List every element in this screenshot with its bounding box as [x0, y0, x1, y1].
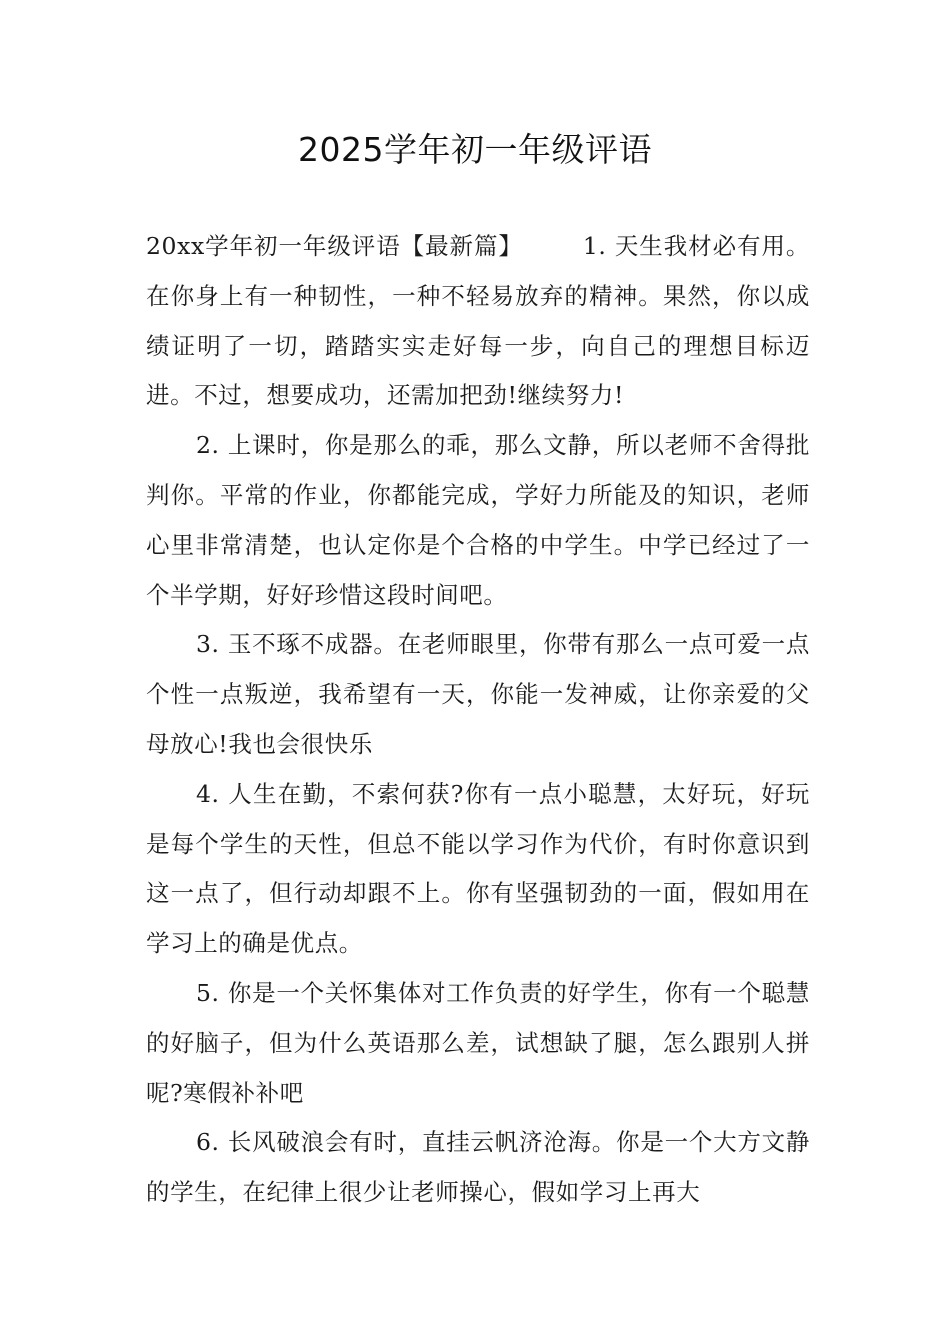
paragraph-4: 4. 人生在勤，不索何获?你有一点小聪慧，太好玩，好玩是每个学生的天性，但总不能以学习作为代价，有时你意识到这一点了，但行动却跟不上。你有坚强韧劲的一面，假如用在学习上的确是优点。 [146, 779, 810, 958]
paragraph-3: 3. 玉不琢不成器。在老师眼里，你带有那么一点可爱一点个性一点叛逆，我希望有一天，你能一发神威，让你亲爱的父母放心!我也会很快乐 [146, 630, 810, 758]
paragraph-1-text: 1. 天生我材必有用。在你身上有一种韧性，一种不轻易放弃的精神。果然，你以成绩证明了一切，踏踏实实走好每一步，向自己的理想目标迈进。不过，想要成功，还需加把劲!继续努力! [146, 232, 810, 410]
paragraph-2: 2. 上课时，你是那么的乖，那么文静，所以老师不舍得批判你。平常的作业，你都能完成，学好力所能及的知识，老师心里非常清楚，也认定你是个合格的中学生。中学已经过了一个半学期，好好珍惜这段时间吧。 [146, 431, 810, 609]
paragraph-6: 6. 长风破浪会有时，直挂云帆济沧海。你是一个大方文静的学生，在纪律上很少让老师操心，假如学习上再大 [146, 1128, 810, 1207]
document-title: 2025学年初一年级评语 [298, 130, 652, 169]
paragraph-intro [146, 222, 810, 421]
intro-label: 20xx学年初一年级评语【最新篇】 [146, 232, 523, 260]
document-body [146, 222, 810, 1218]
paragraph-5: 5. 你是一个关怀集体对工作负责的好学生，你有一个聪慧的好脑子，但为什么英语那么差，试想缺了腿，怎么跟别人拼呢?寒假补补吧 [146, 978, 810, 1107]
